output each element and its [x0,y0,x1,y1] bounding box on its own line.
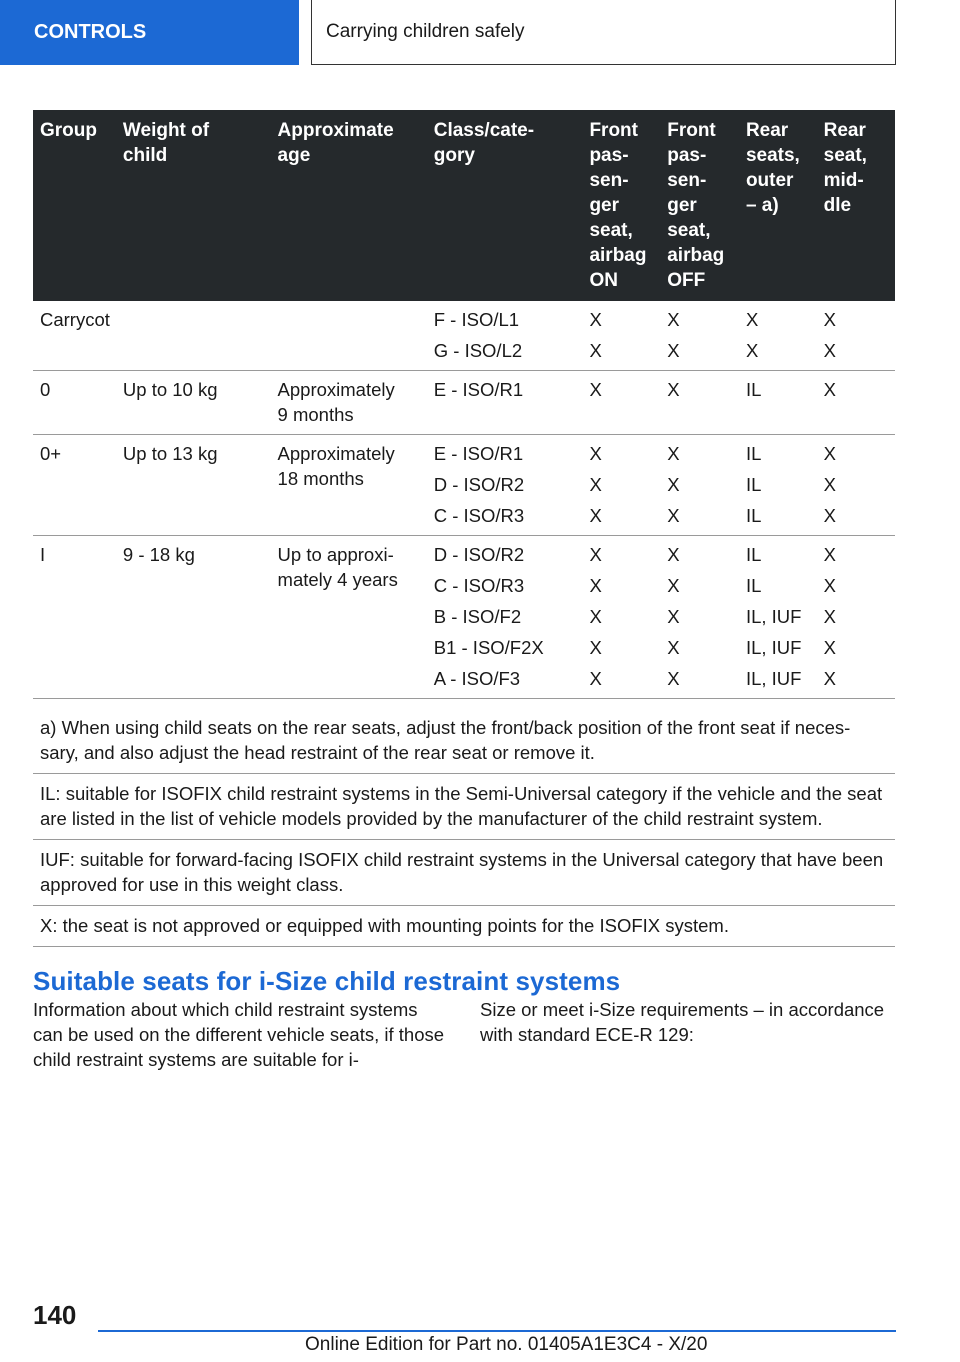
cell-value: X [589,309,602,330]
cell-value: X [667,340,680,361]
cell-value: X [589,637,602,658]
table-cell-weight: Up to 10 kg [116,371,271,435]
table-cell-rear-mid [817,536,895,699]
cell-value: X [667,668,680,689]
cell-value: D - ISO/R2 [433,544,525,565]
cell-value: X [589,668,602,689]
cell-value: C - ISO/R3 [433,505,525,526]
cell-value: F - ISO/L1 [433,309,520,330]
column-header-line: ger [589,195,620,216]
column-header-line: sen- [667,170,707,191]
table-cell-cls [427,301,583,371]
column-header-line: seat, [667,220,711,241]
cell-value: X [667,575,680,596]
isofix-table [33,110,895,699]
table-cell-group: Carrycot [33,301,116,371]
column-header-line: ger [667,195,697,216]
table-cell-weight [116,301,271,371]
page-header-title: Carrying children safely [311,0,896,65]
table-cell-cls [427,371,583,435]
table-cell-group: 0 [33,371,116,435]
column-header-line: gory [433,145,475,166]
column-header-line: mid- [823,170,864,191]
column-header-line: OFF [667,270,706,291]
cell-value: IL [745,443,762,464]
cell-value: X [589,474,602,495]
table-header-row [33,110,895,301]
cell-value: 18 months [277,468,364,489]
cell-value: X [823,309,836,330]
cell-value: E - ISO/R1 [433,443,524,464]
cell-value: X [823,637,836,658]
footer-divider [98,1330,896,1332]
cell-value: X [823,544,836,565]
cell-value: X [589,505,602,526]
cell-value: E - ISO/R1 [433,379,524,400]
cell-value: X [667,544,680,565]
column-header-line: Front [667,120,716,141]
table-note: a) When using child seats on the rear seats, adjust the front/back position of the front seat if neces-sary, and also adjust the head restraint of the rear seat or remove it. [33,708,895,774]
cell-value: X [745,340,759,361]
cell-value: X [823,340,836,361]
column-header-line: Front [589,120,638,141]
table-cell-cls [427,435,583,536]
table-cell-front-off [660,536,739,699]
table-cell-rear-outer [739,371,817,435]
column-header-line: Rear [823,120,866,141]
body-text-left: Information about which child restraint systems can be used on the different vehicle seats, if those child restraint systems are suitable for i- [33,999,445,1070]
cell-value: X [823,505,836,526]
table-cell-front-on [582,371,660,435]
cell-value: Approximately [277,379,395,400]
cell-value: X [823,474,836,495]
cell-value: X [667,637,680,658]
cell-value: X [589,443,602,464]
table-cell-rear-outer [739,435,817,536]
column-header-line: seat, [589,220,633,241]
column-header-line: airbag [667,245,725,266]
column-header-line: Group [40,120,97,141]
table-cell-front-off [660,435,739,536]
cell-value: IL [745,575,762,596]
table-cell-age [271,435,427,536]
column-header-line: dle [823,195,852,216]
cell-value: IL, IUF [745,668,802,689]
cell-value: IL [745,474,762,495]
cell-value: mately 4 years [277,569,398,590]
cell-value: X [589,379,602,400]
section-heading: Suitable seats for i-Size child restraint systems [33,966,621,996]
table-cell-rear-mid [817,435,895,536]
column-header-line: airbag [589,245,647,266]
table-cell-front-off [660,301,739,371]
table-cell-front-off [660,371,739,435]
column-header-line: child [122,145,168,166]
cell-value: A - ISO/F3 [433,668,521,689]
column-header-line: Class/cate- [433,120,535,141]
column-header-line: seats, [745,145,800,166]
table-note: X: the seat is not approved or equipped with mounting points for the ISOFIX system. [33,906,895,947]
cell-value: X [667,505,680,526]
cell-value: X [667,606,680,627]
cell-value: Up to approxi- [277,544,394,565]
cell-value: X [667,309,680,330]
column-header [116,110,271,301]
table-cell-rear-outer [739,536,817,699]
column-header-line: pas- [667,145,707,166]
table-note: IL: suitable for ISOFIX child restraint systems in the Semi-Universal category if the vehicle and the seat are listed in the list of vehicle models provided by the manufacturer of the child restraint system. [33,774,895,840]
column-header-line: sen- [589,170,629,191]
table-row [33,536,895,699]
cell-value: IL, IUF [745,606,802,627]
section-tab[interactable]: CONTROLS [0,0,299,65]
cell-value: C - ISO/R3 [433,575,525,596]
column-header-line: Approximate [277,120,394,141]
table-cell-age [271,536,427,699]
cell-value: X [589,606,602,627]
cell-value: G - ISO/L2 [433,340,523,361]
column-header-line: outer [745,170,794,191]
body-text-right: Size or meet i-Size requirements – in accordance with standard ECE-R 129: [480,999,885,1045]
footer-edition: Online Edition for Part no. 01405A1E3C4 - X/20 [305,1334,708,1355]
cell-value: X [589,544,602,565]
table-cell-rear-outer [739,301,817,371]
cell-value: X [589,340,602,361]
column-header [817,110,895,301]
column-header [739,110,817,301]
table-cell-group: I [33,536,116,699]
cell-value: X [589,575,602,596]
table-cell-group: 0+ [33,435,116,536]
table-cell-front-on [582,435,660,536]
cell-value: X [667,443,680,464]
table-cell-rear-mid [817,371,895,435]
cell-value: IL [745,379,762,400]
cell-value: B1 - ISO/F2X [433,637,544,658]
cell-value: B - ISO/F2 [433,606,522,627]
table-cell-weight: 9 - 18 kg [116,536,271,699]
column-header [271,110,427,301]
column-header-line: Rear [745,120,789,141]
table-note: IUF: suitable for forward-facing ISOFIX child restraint systems in the Universal category that have been approved for use in this weight class. [33,840,895,906]
table-notes [33,708,895,947]
column-header-line: seat, [823,145,867,166]
cell-value: X [745,309,759,330]
column-header [33,110,116,301]
cell-value: IL [745,544,762,565]
cell-value: X [823,668,836,689]
cell-value: X [823,443,836,464]
column-header-line: ON [589,270,618,291]
cell-value: X [667,379,680,400]
cell-value: IL, IUF [745,637,802,658]
table-cell-rear-mid [817,301,895,371]
column-header-line: pas- [589,145,629,166]
column-header-line: – a) [745,195,779,216]
table-cell-age [271,371,427,435]
page-number: 140 [33,1300,77,1330]
table-row [33,301,895,371]
column-header [427,110,583,301]
table-cell-weight: Up to 13 kg [116,435,271,536]
table-cell-cls [427,536,583,699]
cell-value: D - ISO/R2 [433,474,525,495]
table-cell-front-on [582,301,660,371]
column-header-line: age [277,145,311,166]
cell-value: X [823,606,836,627]
cell-value: IL [745,505,762,526]
table-row [33,435,895,536]
table-row [33,371,895,435]
cell-value: X [667,474,680,495]
cell-value: 9 months [277,404,354,425]
table-cell-age [271,301,427,371]
cell-value: X [823,379,836,400]
table-cell-front-on [582,536,660,699]
column-header-line: Weight of [122,120,210,141]
column-header [582,110,660,301]
cell-value: X [823,575,836,596]
column-header [660,110,739,301]
cell-value: Approximately [277,443,395,464]
